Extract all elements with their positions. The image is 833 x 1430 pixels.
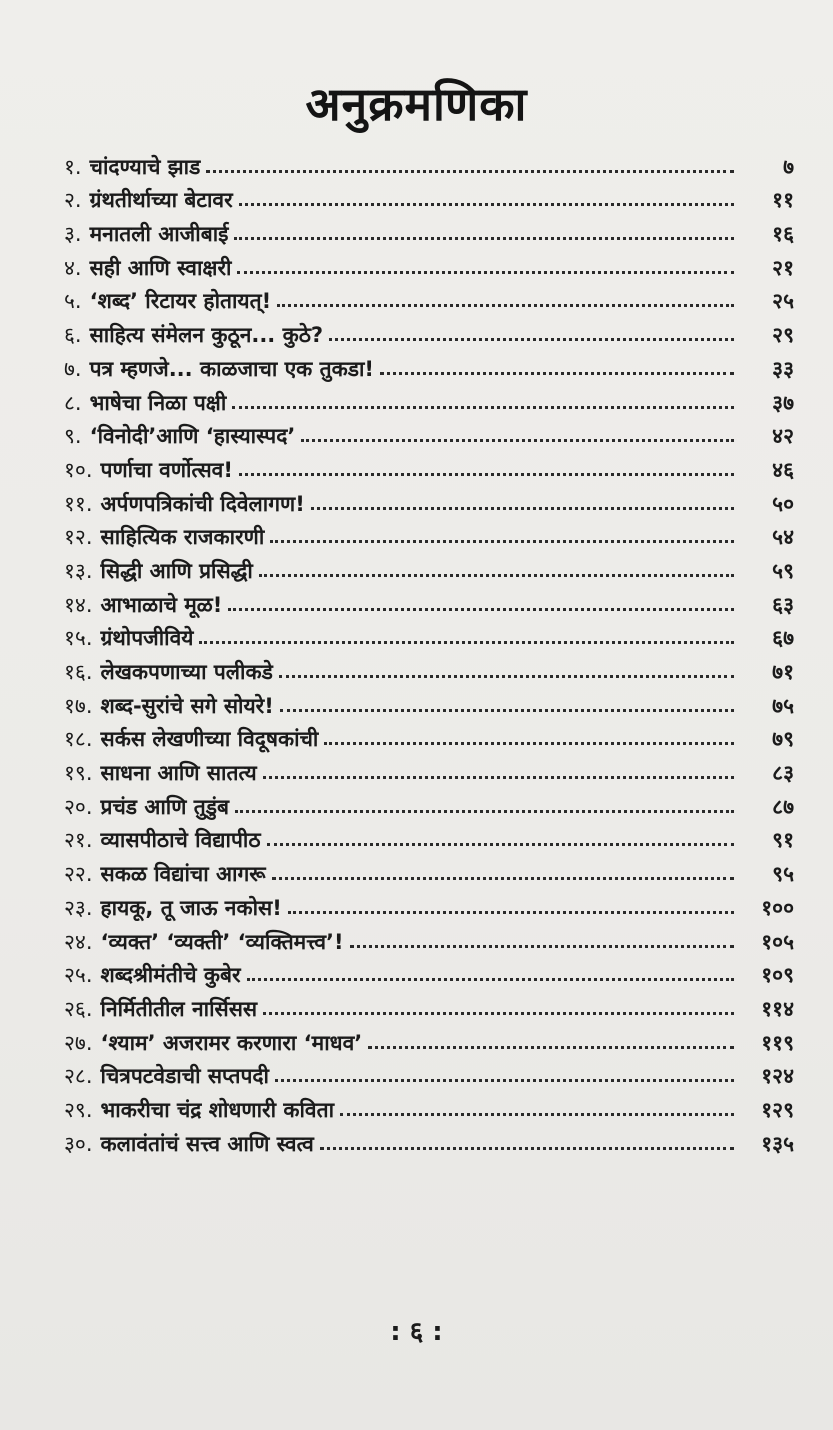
dot-leader — [247, 978, 734, 981]
toc-entry — [64, 382, 794, 416]
toc-entry-title: सिद्धी आणि प्रसिद्धी — [100, 558, 253, 583]
toc-entry-number: २२. — [64, 862, 93, 887]
dot-leader — [320, 1147, 734, 1150]
toc-entry — [64, 213, 794, 247]
toc-entry-page-number: १६ — [772, 222, 794, 247]
toc-entry-page-number: ५४ — [772, 525, 794, 550]
toc-entry-title: ‘शब्द’ रिटायर होतायत्! — [89, 289, 272, 314]
dot-leader — [380, 372, 734, 375]
dot-leader — [232, 406, 734, 409]
toc-entry-title: पत्र म्हणजे... काळजाचा एक तुकडा! — [89, 356, 374, 381]
toc-entry-number: २३. — [64, 895, 93, 920]
dot-leader — [237, 271, 734, 274]
toc-entry — [64, 1089, 794, 1123]
toc-entry — [64, 247, 794, 281]
toc-entry-number: २४. — [64, 929, 93, 954]
toc-entry — [64, 449, 794, 483]
toc-entry — [64, 921, 794, 955]
dot-leader — [199, 641, 734, 644]
dot-leader — [239, 473, 734, 476]
toc-entry — [64, 550, 794, 584]
toc-entry — [64, 786, 794, 820]
toc-entry-title: चांदण्याचे झाड — [89, 154, 201, 179]
toc-entry-page-number: ६७ — [772, 626, 794, 651]
dot-leader — [206, 170, 734, 173]
toc-entry-page-number: ५० — [772, 491, 794, 516]
toc-entry — [64, 1056, 794, 1090]
toc-entry-title: साहित्य संमेलन कुठून... कुठे? — [89, 323, 324, 348]
toc-entry-page-number: ११४ — [761, 996, 794, 1021]
toc-entry-number: १४. — [64, 592, 93, 617]
toc-entry-page-number: ९५ — [772, 862, 794, 887]
toc-entry — [64, 719, 794, 753]
toc-entry-page-number: ३७ — [772, 390, 794, 415]
toc-entry-page-number: १३५ — [761, 1131, 794, 1156]
toc-entry-title: ग्रंथतीर्थाच्या बेटावर — [89, 188, 233, 213]
toc-entry-page-number: २१ — [772, 255, 794, 280]
toc-entry — [64, 752, 794, 786]
toc-entry-number: १५. — [64, 626, 93, 651]
dot-leader — [235, 810, 734, 813]
toc-entry-number: ५. — [64, 289, 82, 314]
toc-entry — [64, 820, 794, 854]
toc-entry — [64, 584, 794, 618]
dot-leader — [267, 843, 734, 846]
toc-entry-number: २५. — [64, 963, 93, 988]
page-folio: : ६ : — [390, 1317, 443, 1347]
dot-leader — [288, 911, 734, 914]
toc-entry-title: भाकरीचा चंद्र शोधणारी कविता — [100, 1097, 335, 1122]
toc-entry-number: १८. — [64, 727, 93, 752]
toc-entry-page-number: ६३ — [772, 592, 794, 617]
toc-entry — [64, 314, 794, 348]
toc-entry — [64, 887, 794, 921]
toc-entry-page-number: २९ — [772, 323, 794, 348]
toc-entry-page-number: १०५ — [761, 929, 794, 954]
dot-leader — [340, 1113, 734, 1116]
dot-leader — [239, 203, 734, 206]
toc-entry-title: ‘व्यक्त’ ‘व्यक्ती’ ‘व्यक्तिमत्त्व’! — [100, 929, 344, 954]
page-heading: अनुक्रमणिका — [305, 77, 528, 131]
dot-leader — [280, 709, 734, 712]
toc-entry-number: २६. — [64, 996, 93, 1021]
dot-leader — [275, 1079, 734, 1082]
toc-entry — [64, 1022, 794, 1056]
toc-entry-title: हायकू, तू जाऊ नकोस! — [100, 895, 282, 920]
dot-leader — [228, 608, 734, 611]
toc-entry-title: शब्द-सुरांचे सगे सोयरे! — [100, 693, 274, 718]
toc-entry-title: व्यासपीठाचे विद्यापीठ — [100, 828, 261, 853]
toc-entry-title: सही आणि स्वाक्षरी — [89, 255, 232, 280]
toc-entry — [64, 483, 794, 517]
dot-leader — [279, 675, 734, 678]
toc-entry-title: ‘श्याम’ अजरामर करणारा ‘माधव’ — [100, 1030, 363, 1055]
toc-entry — [64, 416, 794, 450]
toc-entry-title: प्रचंड आणि तुडुंब — [100, 794, 229, 819]
toc-entry-number: १. — [64, 154, 82, 179]
toc-entry-page-number: १२९ — [761, 1097, 794, 1122]
dot-leader — [270, 540, 734, 543]
toc-entry-title: आभाळाचे मूळ! — [100, 592, 223, 617]
toc-entry — [64, 955, 794, 989]
dot-leader — [311, 507, 734, 510]
toc-entry-number: ३०. — [64, 1131, 93, 1156]
toc-entry-title: साहित्यिक राजकारणी — [100, 525, 265, 550]
toc-entry-title: पर्णाचा वर्णोत्सव! — [100, 457, 233, 482]
toc-entry-title: ग्रंथोपजीविये — [100, 626, 194, 651]
toc-entry-page-number: ७५ — [772, 693, 794, 718]
toc-entry — [64, 517, 794, 551]
table-of-contents — [64, 146, 794, 1157]
toc-entry-number: १७. — [64, 693, 93, 718]
toc-entry-page-number: ४२ — [772, 424, 794, 449]
toc-entry-page-number: ८७ — [772, 794, 794, 819]
dot-leader — [234, 237, 734, 240]
toc-entry-number: १६. — [64, 660, 93, 684]
toc-entry-page-number: ९१ — [772, 828, 794, 853]
toc-entry-page-number: ५९ — [772, 558, 794, 583]
dot-leader — [324, 742, 734, 745]
toc-entry-number: २८. — [64, 1064, 93, 1089]
toc-entry-title: सकळ विद्यांचा आगरू — [100, 862, 266, 887]
dot-leader — [329, 338, 734, 341]
toc-entry-title: चित्रपटवेडाची सप्तपदी — [100, 1064, 269, 1089]
toc-entry — [64, 651, 794, 685]
toc-entry-title: मनातली आजीबाई — [89, 222, 229, 247]
dot-leader — [368, 1046, 734, 1049]
toc-entry — [64, 853, 794, 887]
toc-entry-number: १२. — [64, 525, 93, 550]
toc-entry-title: ‘विनोदी’आणि ‘हास्यास्पद’ — [89, 424, 296, 449]
toc-entry — [64, 180, 794, 214]
toc-entry-number: १०. — [64, 457, 93, 482]
dot-leader — [277, 304, 734, 307]
toc-entry-title: कलावंतांचं सत्त्व आणि स्वत्व — [100, 1131, 314, 1156]
toc-entry-page-number: ३३ — [772, 356, 794, 381]
toc-entry-number: ३. — [64, 222, 82, 247]
toc-entry-number: २७. — [64, 1030, 93, 1055]
toc-entry-page-number: १२४ — [761, 1064, 794, 1089]
toc-entry-number: २१. — [64, 828, 93, 853]
toc-entry-number: ११. — [64, 491, 93, 516]
toc-entry-page-number: १०९ — [761, 963, 794, 988]
dot-leader — [263, 776, 734, 779]
toc-entry-number: १९. — [64, 761, 93, 786]
toc-entry-number: ६. — [64, 323, 82, 348]
toc-entry-page-number: ११ — [772, 188, 794, 213]
toc-entry-number: २०. — [64, 794, 93, 819]
toc-entry-page-number: ७१ — [772, 660, 794, 684]
toc-entry-title: अर्पणपत्रिकांची दिवेलागण! — [100, 491, 305, 516]
dot-leader — [301, 439, 734, 442]
toc-entry-number: २९. — [64, 1097, 93, 1122]
toc-entry-page-number: ४६ — [772, 457, 794, 482]
toc-entry-number: ९. — [64, 424, 82, 449]
toc-entry-page-number: ११९ — [761, 1030, 794, 1055]
toc-entry-page-number: २५ — [772, 289, 794, 314]
dot-leader — [263, 1012, 734, 1015]
toc-entry — [64, 685, 794, 719]
toc-entry-title: निर्मितीतील नार्सिसस — [100, 996, 258, 1021]
dot-leader — [272, 877, 734, 880]
toc-entry-title: सर्कस लेखणीच्या विदूषकांची — [100, 727, 319, 752]
toc-entry-page-number: १०० — [761, 895, 794, 920]
toc-entry-title: लेखकपणाच्या पलीकडे — [100, 660, 273, 684]
toc-entry — [64, 281, 794, 315]
toc-entry-number: १३. — [64, 558, 93, 583]
toc-entry — [64, 988, 794, 1022]
toc-entry — [64, 146, 794, 180]
toc-entry-number: २. — [64, 188, 82, 213]
toc-entry-page-number: ७ — [783, 154, 794, 179]
dot-leader — [350, 945, 734, 948]
dot-leader — [259, 574, 734, 577]
toc-entry-number: ७. — [64, 356, 82, 381]
toc-entry — [64, 348, 794, 382]
toc-entry — [64, 618, 794, 652]
toc-entry-title: साधना आणि सातत्य — [100, 761, 257, 786]
toc-entry — [64, 1123, 794, 1157]
toc-entry-title: भाषेचा निळा पक्षी — [89, 390, 227, 415]
toc-entry-number: ८. — [64, 390, 82, 415]
toc-entry-title: शब्दश्रीमंतीचे कुबेर — [100, 963, 241, 988]
toc-entry-page-number: ८३ — [772, 761, 794, 786]
toc-entry-page-number: ७९ — [772, 727, 794, 752]
toc-entry-number: ४. — [64, 255, 82, 280]
